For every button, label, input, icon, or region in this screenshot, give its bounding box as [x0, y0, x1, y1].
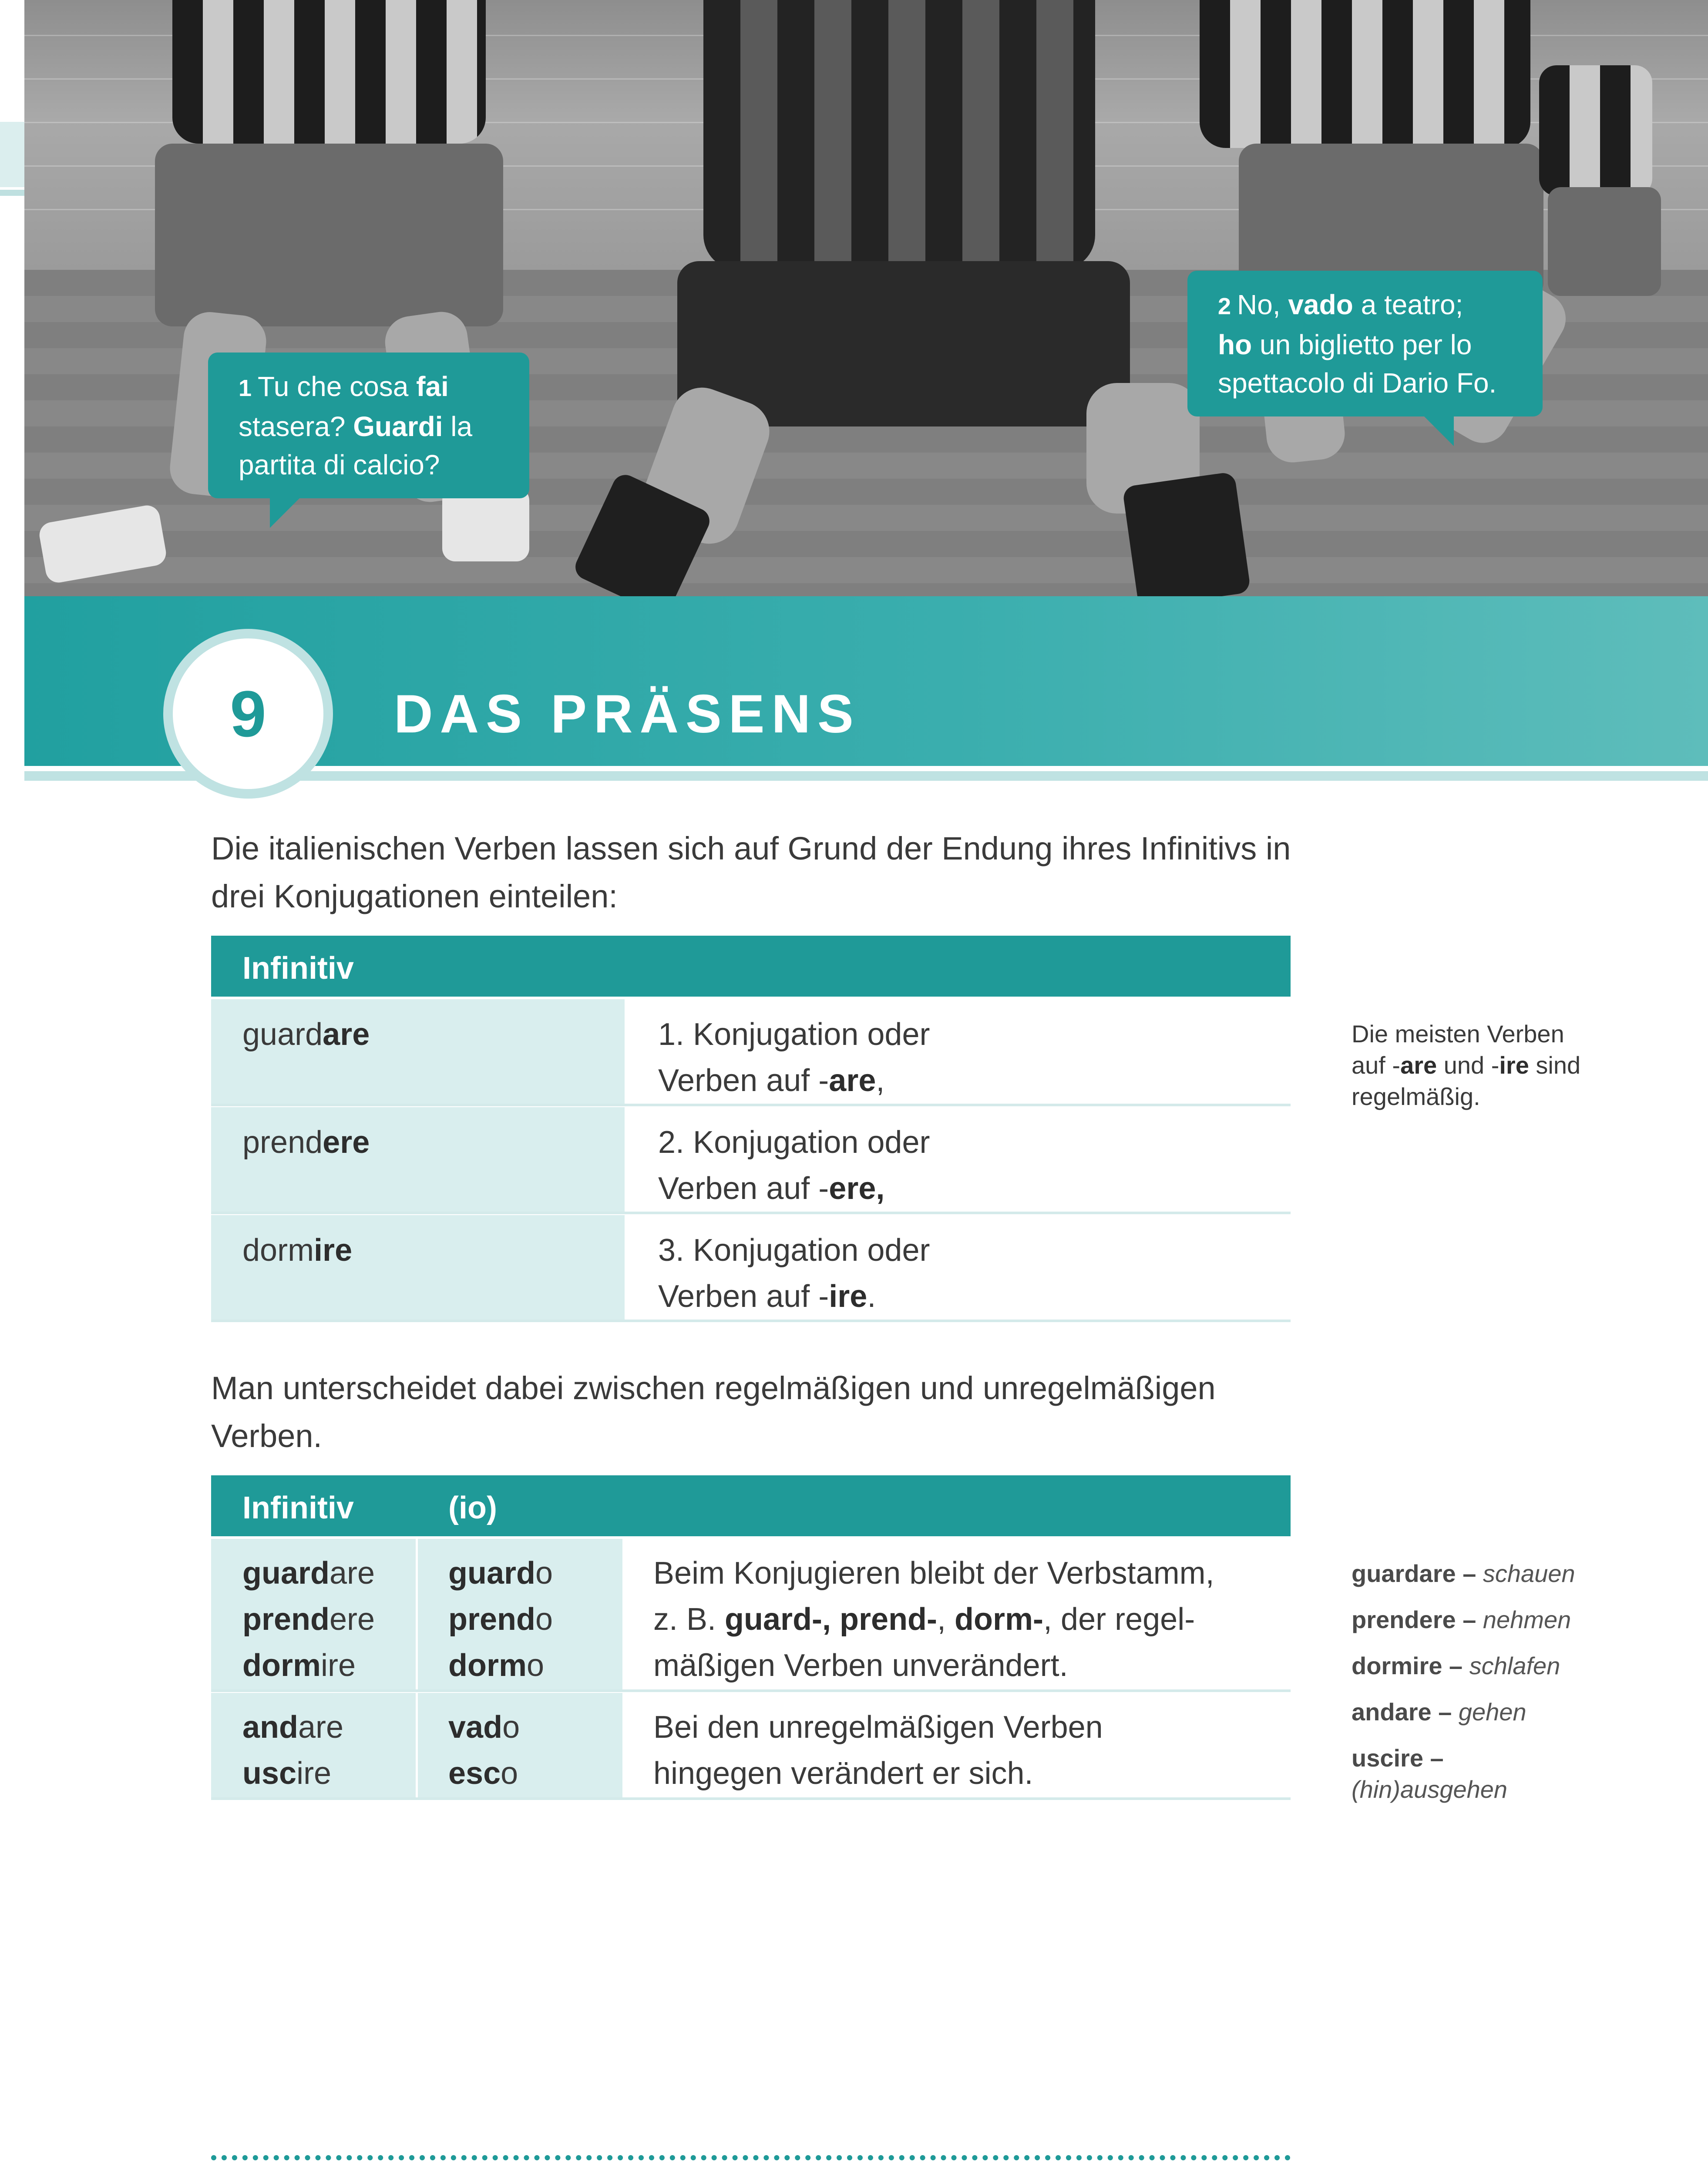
bubble-line: ho un biglietto per lo: [1218, 329, 1472, 360]
glossary-item: prendere – nehmen: [1352, 1606, 1571, 1633]
table-divider: [211, 1689, 1291, 1692]
bubble-line: spettacolo di Dario Fo.: [1218, 367, 1497, 399]
speech-bubble-2: [1187, 271, 1543, 416]
bubble-number: 1: [239, 375, 252, 401]
table2-desc-cell: Bei den unregelmäßigen Verben hingegen verändert er sich.: [625, 1693, 1291, 1797]
bubble-line: 2 No, vado a teatro;: [1218, 289, 1463, 320]
speech-bubble-1: [208, 353, 529, 498]
table-divider: [211, 1104, 1291, 1106]
chapter-number-badge: [163, 629, 333, 799]
bubble-tail: [270, 497, 300, 528]
glossary-item: uscire – (hin)ausgehen: [1352, 1744, 1508, 1803]
chapter-number: 9: [230, 677, 266, 750]
table2-io-cell: vado esco: [418, 1693, 622, 1797]
bubble-tail: [1423, 416, 1454, 446]
table2-header: [211, 1475, 1291, 1536]
intro-paragraph: Die italienischen Verben lassen sich auf Grund der Endung ihres Infinitivs in drei Konjugationen einteilen:: [211, 830, 1291, 914]
table1-header: [211, 936, 1291, 997]
chapter-title: DAS PRÄSENS: [394, 684, 861, 744]
table1-header-label: Infinitiv: [242, 951, 354, 986]
table-divider: [211, 1320, 1291, 1322]
bubble-line: partita di calcio?: [239, 449, 440, 480]
table1-verb-cell: dormire: [211, 1215, 625, 1320]
table2-header-io: (io): [448, 1491, 497, 1525]
glossary-item: dormire – schlafen: [1352, 1652, 1560, 1679]
table-divider: [211, 1797, 1291, 1800]
table1-desc-cell: 3. Konjugation oder Verben auf -ire.: [627, 1215, 1291, 1320]
dotted-separator: [211, 2155, 1291, 2160]
glossary-item: guardare – schauen: [1352, 1560, 1575, 1587]
bubble-number: 2: [1218, 293, 1231, 319]
table2-io-cell: guardo prendo dormo: [418, 1539, 622, 1689]
middle-paragraph: Man unterscheidet dabei zwischen regelmäßigen und unregelmäßigen Verben.: [211, 1370, 1216, 1454]
bubble-line: 1 Tu che cosa fai: [239, 371, 449, 402]
table1-desc-cell: 1. Konjugation oder Verben auf -are,: [627, 999, 1291, 1104]
table2-desc-cell: Beim Konjugieren bleibt der Verbstamm, z. B. guard-, prend-, dorm-, der regel- mäßigen Verben unverändert.: [625, 1539, 1291, 1689]
table1-verb-cell: guardare: [211, 999, 625, 1104]
glossary-item: andare – gehen: [1352, 1698, 1526, 1726]
table1-verb-cell: prendere: [211, 1107, 625, 1212]
bubble-line: stasera? Guardi la: [239, 411, 473, 442]
table-divider: [211, 1212, 1291, 1214]
margin-strip: [0, 122, 24, 187]
table2-header-infinitiv: Infinitiv: [242, 1491, 354, 1525]
table2-infinitive-cell: andare uscire: [211, 1693, 416, 1797]
side-note-regular-verbs: Die meisten Verben auf -are und -ire sind regelmäßig.: [1352, 1020, 1581, 1110]
table2-infinitive-cell: guardare prendere dormire: [211, 1539, 416, 1689]
table1-desc-cell: 2. Konjugation oder Verben auf -ere,: [627, 1107, 1291, 1212]
margin-strip-line: [0, 190, 24, 196]
